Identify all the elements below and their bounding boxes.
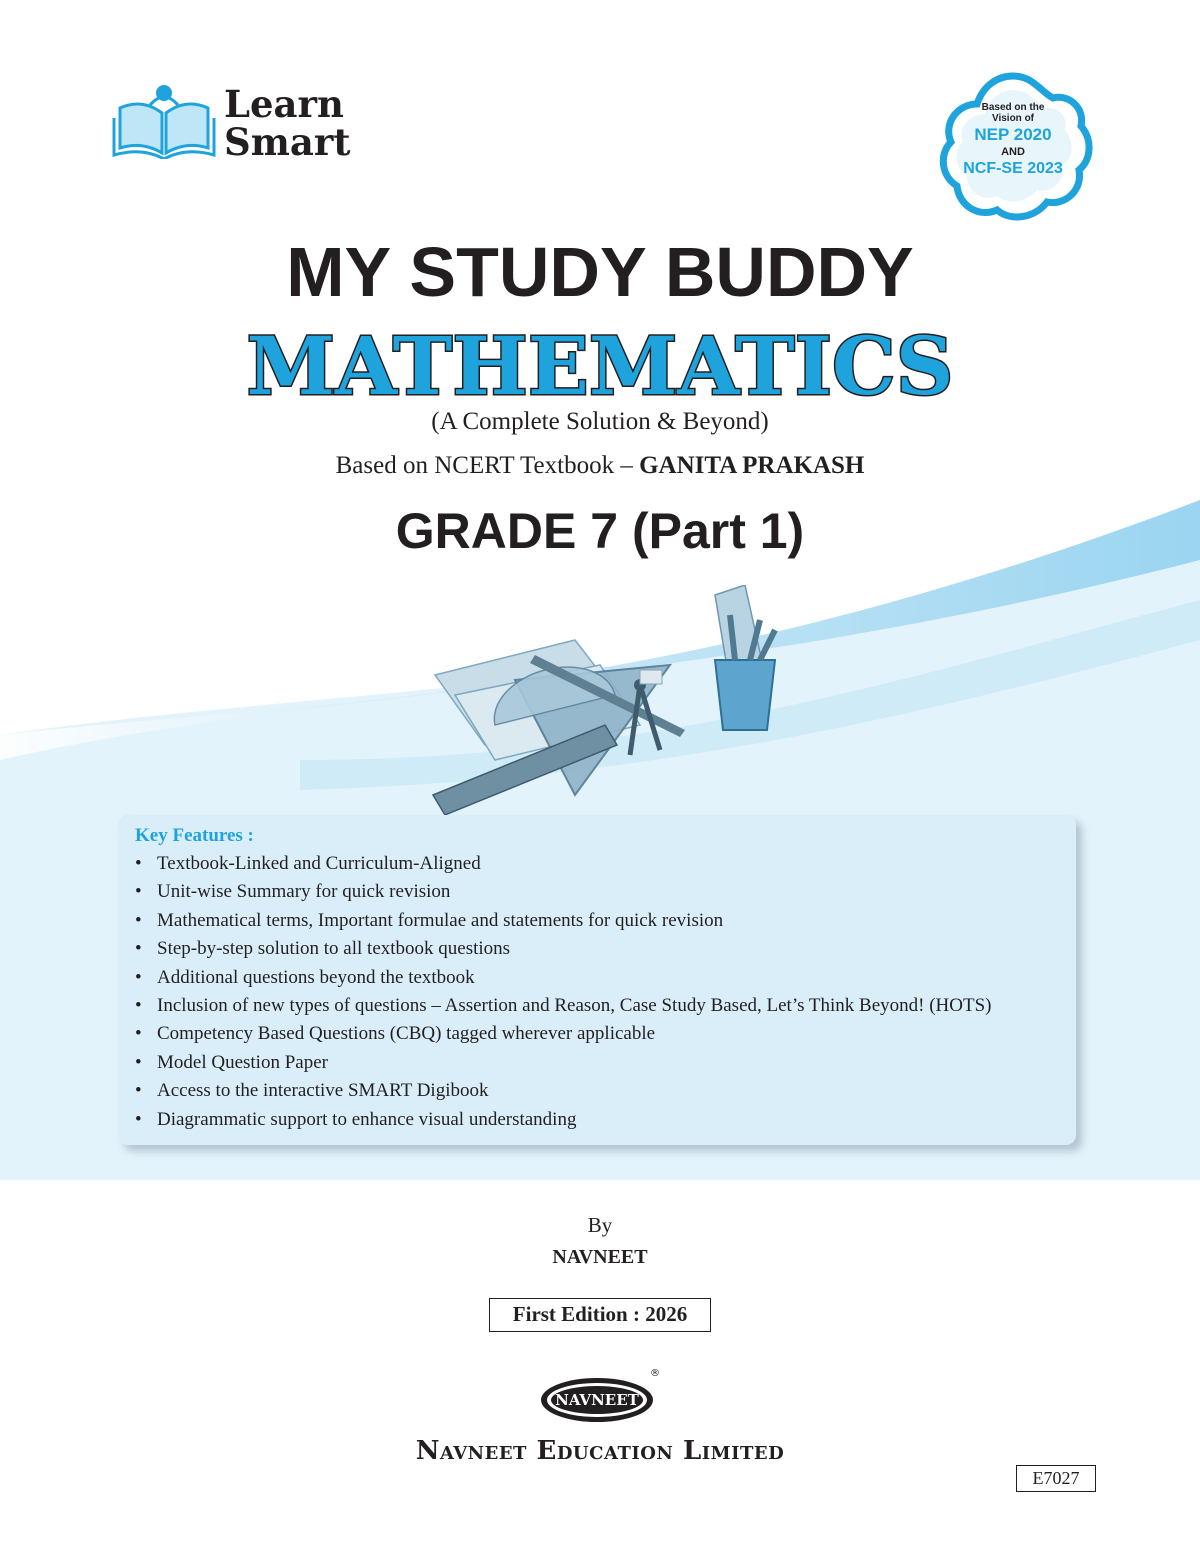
feature-item: • Model Question Paper bbox=[135, 1049, 992, 1077]
publisher-name: Navneet Education Limited bbox=[415, 1436, 785, 1466]
feature-item: • Unit-wise Summary for quick revision bbox=[135, 878, 992, 906]
pencil-cup bbox=[715, 660, 775, 730]
navneet-logo-text: NAVNEET bbox=[555, 1391, 639, 1409]
subject-title-wrapper bbox=[0, 312, 1200, 417]
badge-line-5: NCF-SE 2023 bbox=[963, 160, 1063, 177]
based-on-line bbox=[0, 452, 1200, 480]
badge-line-4: AND bbox=[1001, 146, 1025, 158]
textbook-name: GANITA PRAKASH bbox=[639, 452, 865, 479]
feature-item: • Competency Based Questions (CBQ) tagged wherever applicable bbox=[135, 1020, 992, 1048]
registered-mark: ® bbox=[650, 1368, 660, 1379]
navneet-logo bbox=[537, 1368, 667, 1426]
by-label: By bbox=[587, 1213, 613, 1237]
subject-title-text: MATHEMATICS bbox=[246, 319, 954, 412]
feature-item: • Mathematical terms, Important formulae and statements for quick revision bbox=[135, 907, 992, 935]
feature-item: • Additional questions beyond the textbook bbox=[135, 964, 992, 992]
learn-smart-logo bbox=[112, 83, 362, 163]
key-features-list bbox=[135, 850, 992, 1134]
grade-label: GRADE 7 (Part 1) bbox=[395, 503, 805, 559]
book-title: MY STUDY BUDDY bbox=[286, 233, 914, 311]
subject-title bbox=[0, 312, 1200, 412]
feature-item: • Access to the interactive SMART Digibook bbox=[135, 1077, 992, 1105]
subtitle: (A Complete Solution & Beyond) bbox=[431, 408, 769, 435]
logo-line-1: Learn bbox=[224, 82, 344, 126]
feature-item: • Textbook-Linked and Curriculum-Aligned bbox=[135, 850, 992, 878]
based-on-prefix: Based on NCERT Textbook – bbox=[335, 452, 640, 479]
open-book-icon bbox=[112, 83, 217, 159]
logo-line-2: Smart bbox=[224, 120, 351, 164]
math-instruments-illustration bbox=[425, 585, 795, 820]
feature-item: • Inclusion of new types of questions – Assertion and Reason, Case Study Based, Let’s Think Beyond! (HOTS) bbox=[135, 992, 992, 1020]
book-code: E7027 bbox=[1016, 1465, 1096, 1492]
key-features-heading: Key Features : bbox=[135, 825, 254, 846]
badge-line-2: Vision of bbox=[991, 113, 1035, 124]
feature-item: • Diagrammatic support to enhance visual understanding bbox=[135, 1106, 992, 1134]
eraser bbox=[640, 670, 662, 684]
badge-line-3: NEP 2020 bbox=[974, 125, 1052, 144]
badge-line-1: Based on the bbox=[981, 102, 1045, 113]
author-name: NAVNEET bbox=[552, 1246, 648, 1268]
edition-box: First Edition : 2026 bbox=[489, 1298, 711, 1332]
nep-badge bbox=[933, 68, 1093, 228]
feature-item: • Step-by-step solution to all textbook questions bbox=[135, 935, 992, 963]
